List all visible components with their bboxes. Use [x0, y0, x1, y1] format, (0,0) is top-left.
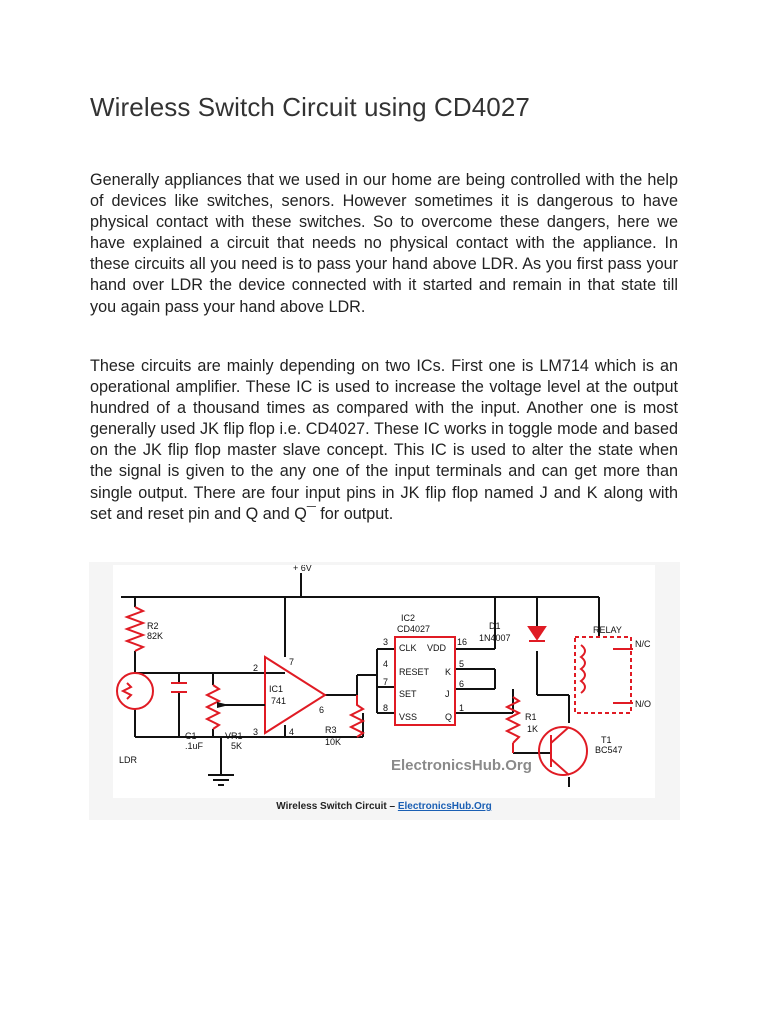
ic2-pin4-label: 4 — [383, 659, 389, 669]
r2-name-label: R2 — [147, 621, 159, 631]
t1-name-label: T1 — [601, 735, 612, 745]
page-title: Wireless Switch Circuit using CD4027 — [90, 92, 530, 122]
r3-name-label: R3 — [325, 725, 337, 735]
ic-description-paragraph: These circuits are mainly depending on two ICs. First one is LM714 which is an operational amplifier. These IC is used to increase the voltage level at the output hundred of a thousand times as compared with the input. Another one is most generally used JK flip flop i.e. CD4027. These IC works in toggle mode and based on the JK flip flop master slave concept. This IC is used to alter the state when the signal is given to the any one of the input terminals and can get more than single output. There are four input pins in JK flip flop named J and K along with set and reset pin and Q and Q¯ for output. — [90, 357, 678, 523]
ic2-pin16-label: 16 — [457, 637, 468, 647]
r1-name-label: R1 — [525, 712, 537, 722]
ic2-set-label: SET — [399, 689, 417, 699]
figure-caption — [0, 801, 768, 812]
d1-name-label: D1 — [489, 621, 501, 631]
ic2-pin8-label: 8 — [383, 703, 389, 713]
ic2-part-label: CD4027 — [397, 624, 431, 634]
ic2-pin7-label: 7 — [383, 677, 389, 687]
ic1-pin6-label: 6 — [319, 705, 325, 715]
ic2-pin1-label: 1 — [459, 703, 465, 713]
nc-label: N/C — [635, 639, 651, 649]
ic2-j-label: J — [445, 689, 450, 699]
ic2-pin5-label: 5 — [459, 659, 465, 669]
circuit-diagram — [113, 565, 655, 798]
ic1-pin4-label: 4 — [289, 727, 295, 737]
d1-part-label: 1N4007 — [479, 633, 511, 643]
ic2-name-label: IC2 — [401, 613, 416, 623]
r2-value-label: 82K — [147, 631, 164, 641]
ic2-vdd-label: VDD — [427, 643, 447, 653]
ic1-part-label: 741 — [271, 696, 287, 706]
ic2-k-label: K — [445, 667, 452, 677]
t1-part-label: BC547 — [595, 745, 623, 755]
ic2-pin6-label: 6 — [459, 679, 465, 689]
ic2-reset-label: RESET — [399, 667, 430, 677]
ldr-label: LDR — [119, 755, 138, 765]
ic1-pin7-label: 7 — [289, 657, 295, 667]
intro-paragraph: Generally appliances that we used in our home are being controlled with the help of devices like switches, senors. However sometimes it is dangerous to have physical contact with these switches. So to overcome these dangers, here we have explained a circuit that needs no physical contact with the appliance. In these circuits all you need is to pass your hand above LDR. As you first pass your hand over LDR the device connected with it started and remain in that state till you again pass your hand above LDR. — [90, 171, 678, 316]
relay-label: RELAY — [593, 625, 622, 635]
ic2-vss-label: VSS — [399, 712, 418, 722]
ic2-clk-label: CLK — [399, 643, 417, 653]
ic2-q-label: Q — [445, 712, 453, 722]
r3-value-label: 10K — [325, 737, 342, 747]
no-label: N/O — [635, 699, 652, 709]
c1-name-label: C1 — [185, 731, 197, 741]
c1-value-label: .1uF — [185, 741, 204, 751]
watermark: ElectronicsHub.Org — [391, 757, 532, 774]
ic2-pin3-label: 3 — [383, 637, 389, 647]
r1-value-label: 1K — [527, 724, 539, 734]
vr1-value-label: 5K — [231, 741, 243, 751]
ic1-pin3-label: 3 — [253, 727, 259, 737]
vr1-name-label: VR1 — [225, 731, 243, 741]
ic1-name-label: IC1 — [269, 684, 284, 694]
ic1-pin2-label: 2 — [253, 663, 259, 673]
caption-link[interactable]: ElectronicsHub.Org — [397, 801, 492, 812]
caption-text: Wireless Switch Circuit – — [276, 801, 398, 812]
supply-label: + 6V — [293, 565, 312, 573]
